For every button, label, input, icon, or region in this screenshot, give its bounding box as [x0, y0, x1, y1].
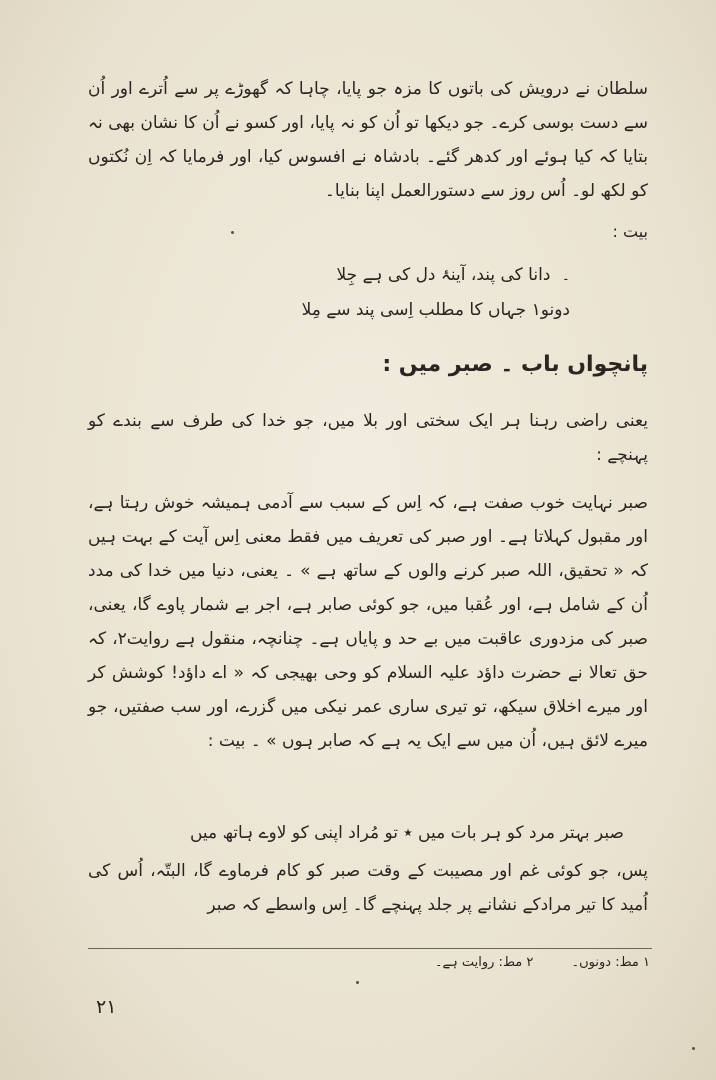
main-paragraph: صبر نہایت خوب صفت ہے، کہ اِس کے سبب سے آدمی ہمیشہ خوش رہتا ہے، اور مقبول کہلاتا ہے۔ اور صبر کی تعریف میں فقط معنی اِس آیت کے بہت ہیں کہ « تحقیق، اللہ صبر کرنے والوں کے ساتھ ہے » ۔ یعنی، دنیا میں خدا کی مدد اُن کے شامل ہے، اور عُقبا میں، جو کوئی صابر ہے، اجر بے شمار پاوے گا، یعنی، صبر کی مزدوری عاقبت میں بے حد و پایاں ہے۔ چنانچہ، منقول ہے روایت۲، کہ حق تعالا نے حضرت داؤد علیہ السلام کو وحی بھیجی کہ « اے داؤد! کوشش کر اور میرے اخلاق سیکھ، تو تیری ساری عمر نیکی میں گزرے، اور سب صفتیں، جو میرے لائق ہیں، اُن میں سے ایک یہ ہے کہ صابر ہوں » ۔ بیت : — [88, 493, 648, 751]
closing-paragraph: پس، جو کوئی غم اور مصیبت کے وقت صبر کو کام فرماوے گا، البتّہ، اُس کی اُمید کا تیر مرادکے نشانے پر جلد پہنچے گا۔ اِس واسطے کہ صبر — [88, 861, 648, 915]
footnotes — [250, 955, 650, 970]
page-number: ۲۱ — [96, 996, 117, 1018]
couplet-line-1-text: دانا کی پند، آینۂ دل کی ہے جِلا — [336, 265, 551, 285]
couplet-line-1 — [190, 258, 570, 293]
footnote-1: ۱ مط: دونوں۔ — [571, 955, 650, 970]
couplet-line-2: دونو۱ جہاں کا مطلب اِسی پند سے مِلا — [301, 300, 570, 320]
couplet — [190, 258, 570, 327]
paper-speck — [356, 981, 359, 984]
opening-paragraph: سلطان نے درویش کی باتوں کا مزہ جو پایا، چاہا کہ گھوڑے پر سے اُترے اور اُن سے دست بوسی کرے۔ جو دیکھا تو اُن کو نہ پایا، اور کسو نے اُن کا نشان بھی نہ بتایا کہ کیا ہوئے اور کدھر گئے۔ بادشاہ نے افسوس کیا، اور فرمایا کہ اِن نُکتوں کو لکھ لو۔ اُس روز سے دستورالعمل اپنا بنایا۔ — [88, 79, 648, 201]
footnote-2: ۲ مط: روایت ہے۔ — [434, 955, 534, 970]
paper-speck — [231, 231, 234, 234]
verse-intro-label: بیت : — [612, 222, 648, 241]
footnote-divider — [88, 948, 652, 949]
paper-speck — [692, 1047, 695, 1050]
chapter-heading: پانچواں باب ۔ صبر میں : — [382, 352, 648, 377]
verse-line: صبر بہتر مرد کو ہر بات میں ٭ تو مُراد اپنی کو لاوے ہاتھ میں — [189, 823, 624, 843]
definition-paragraph: یعنی راضی رہنا ہر ایک سختی اور بلا میں، جو خدا کی طرف سے بندے کو پہنچے : — [88, 411, 648, 465]
couplet-marker: ۔ — [561, 268, 570, 284]
